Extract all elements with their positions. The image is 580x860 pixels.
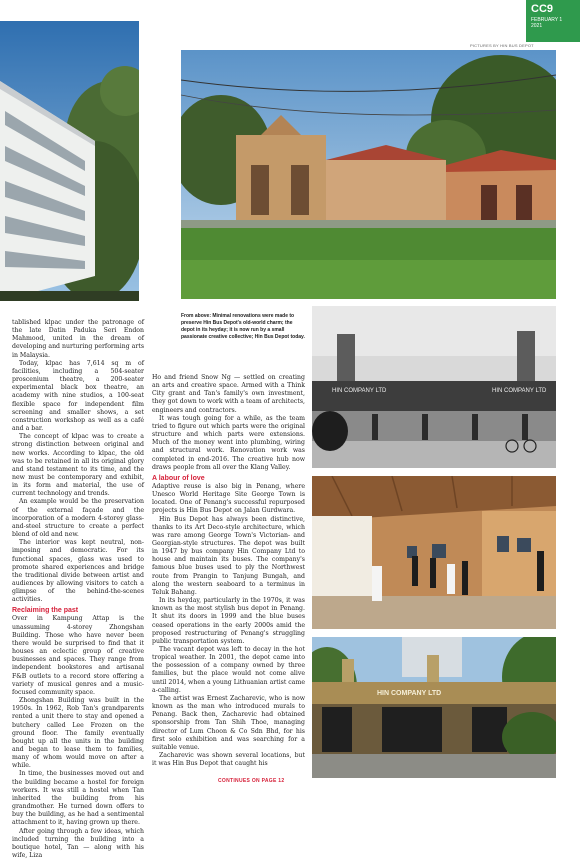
photo-gallery-interior (312, 476, 556, 629)
paragraph: Zacharevic was shown several locations, but it was Hin Bus Depot that caught his (152, 752, 305, 768)
paragraph: After going through a few ideas, which included turning the building into a boutique hotel, Tan — along with his wife, Liza (12, 827, 144, 859)
paragraph: Ho and friend Snow Ng — settled on creating an arts and creative space. Armed with a Think City grant and Tan's family's own investment, they got down to work with a team of architects, engineers and contractors. (152, 374, 305, 414)
paragraph: An example would be the preservation of the external façade and the incorporation of a modern 4-storey glass-and-steel structure to create a perfect blend of old and new. (12, 498, 144, 539)
photo-depot-today (312, 637, 556, 778)
historic-sign-left: HIN COMPANY LTD (332, 388, 387, 394)
paragraph: Over in Kampung Attap is the unassuming 4-storey Zhongshan Building. Those who have never been there would be surprised to find that it houses an eclectic group of creative businesses and spaces. They range from independent bookstores and artisanal F&B outlets to a record store offering a variety of musical genres and a music-focused community space. (12, 615, 144, 696)
photo-white-building (0, 21, 139, 301)
photo-depot-historic (312, 306, 556, 468)
section-heading: Reclaiming the past (12, 607, 79, 615)
historic-sign-right: HIN COMPANY LTD (492, 388, 547, 394)
paragraph: The vacant depot was left to decay in the hot tropical weather. In 2001, the depot came into the possession of a company owned by three families, but the place would not come alive until 2014, when a young Lithuanian artist came a-calling. (152, 646, 305, 694)
paragraph: It was tough going for a while, as the team tried to figure out which parts were the original structure and which parts were extensions. Much of the money went into plumbing, wiring and structural work. Renovation work was completed in end-2016. The creative hub now draws people from all over the Klang Valley. (152, 414, 305, 471)
paragraph: The concept of klpac was to create a strong distinction between original and new works. According to klpac, the old was to be retained in all its original glory and stand testament to its time, and the new must be contemporary and exhibit, in its form and material, the use of current technology and trends. (12, 433, 144, 498)
photo-caption: From above: Minimal renovations were made to preserve Hin Bus Depot's old-world charm; the depot in its heyday; it is now run by a small passionate creative collective; Hin Bus Depot today. (181, 313, 305, 340)
section-tab (526, 0, 580, 42)
paragraph: In time, the businesses moved out and the building became a hostel for foreign workers. It was still a hostel when Tan inherited the building from his grandmother. He turned down offers to buy the building, as he had a sentimental attachment to it, having grown up there. (12, 770, 144, 827)
depot-storefront-sign: HIN COMPANY LTD (377, 690, 442, 697)
paragraph: The artist was Ernest Zacharevic, who is now known as the man who introduced murals to Penang. Back then, Zacharevic had obtained sponsorship from Tan Shih Thoe, managing director of Lum Choon & Co Sdn Bhd, for his first solo exhibition and was searching for a suitable venue. (152, 694, 305, 751)
paragraph: Zhongshan Building was built in the 1950s. In 1962, Rob Tan's grandparents rented a unit there to stay and opened a butchery called Lee Frozen on the ground floor. The family eventually bought up all the units in the building and began to lease them to families, many of whom would move on after a while. (12, 697, 144, 770)
paragraph: In its heyday, particularly in the 1970s, it was known as the most stylish bus depot in Penang. It shut its doors in 1999 and the blue buses ceased operations in the early 2000s amid the proposed restructuring of Penang's struggling public transportation system. (152, 597, 305, 645)
continued-link[interactable]: CONTINUES ON PAGE 12 (218, 778, 285, 784)
paragraph: The interior was kept neutral, non-imposing and democratic. For its functional spaces, glass was used to promote shared experiences and bridge the traditional divide between artist and audiences by allowing visitors to catch a glimpse of the behind-the-scenes activities. (12, 539, 144, 604)
article-column-1 (12, 319, 144, 860)
section-heading: A labour of love (152, 474, 205, 482)
paragraph: Today, klpac has 7,614 sq m of facilities, including a 504-seater proscenium theatre, a 200-seater experimental black box theatre, an academy with nine studios, a 100-seat flexible space for independent film screening and smaller shows, a set construction workshop as well as a café and a bar. (12, 359, 144, 433)
photo-depot-facade (181, 50, 556, 299)
paragraph: tablished klpac under the patronage of the late Datin Paduka Seri Endon Mahmood, united in the dream of developing and nurturing performing arts in Malaysia. (12, 319, 144, 359)
issue-date: FEBRUARY 1 2021 (531, 17, 563, 29)
section-code: CC9 (531, 3, 554, 15)
photo-credit: PICTURES BY HIN BUS DEPOT (470, 43, 534, 48)
paragraph: Adaptive reuse is also big in Penang, where Unesco World Heritage Site George Town is located. One of Penang's successful repurposed projects is Hin Bus Depot on Jalan Gurdwara. (152, 482, 305, 515)
paragraph: Hin Bus Depot has always been distinctive, thanks to its Art Deco-style architecture, which was rare among George Town's Victorian- and Georgian-style structures. The depot was built in 1947 by bus company Hin Company Ltd to house and maintain its buses. The company's famous blue buses used to ply the Northwest route from Prangin to Tanjung Bungah, and along the western seaboard to a terminus in Teluk Bahang. (152, 515, 305, 596)
article-column-2 (152, 374, 305, 768)
